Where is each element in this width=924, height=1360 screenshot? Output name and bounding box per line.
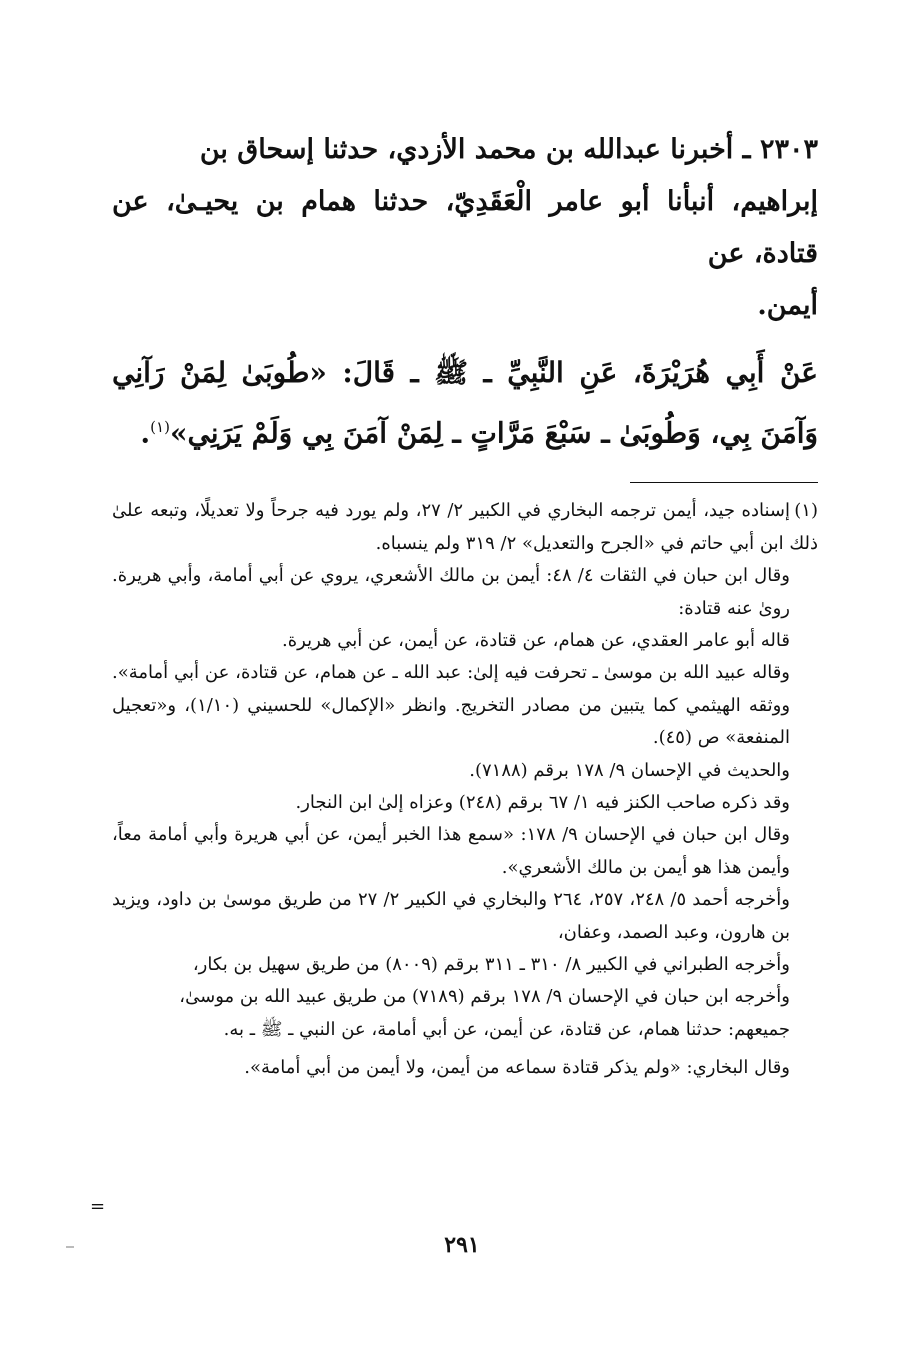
footnote-paragraph: وقاله عبيد الله بن موسىٰ ـ تحرفت فيه إلىٰ: عبد الله ـ عن همام، عن قتادة، عن أبي أمامة». ووثقه الهيثمي كما يتبين من مصادر التخريج. وانظر «الإكمال» للحسيني (١/١٠)، و«تعجيل المنفعة» ص (٤٥). <box>112 662 791 749</box>
isnad-line: ٢٣٠٣ ـ أخبرنا عبدالله بن محمد الأزدي، حدثنا إسحاق بن <box>199 134 818 165</box>
page-body <box>112 124 818 1085</box>
hadith-line: بِي، وَطُوبَىٰ ـ سَبْعَ مَرَّاتٍ ـ لِمَنْ آمَنَ بِي وَلَمْ يَرَنِي» <box>169 416 751 450</box>
isnad-line: إبراهيم، أنبأنا أبو عامر الْعَقَدِيّ، حدثنا همام بن يحيـىٰ، عن قتادة، عن <box>112 186 818 269</box>
footnote-reference[interactable]: (١) <box>150 418 170 436</box>
footnote-separator <box>630 482 818 483</box>
footnote-paragraph: (١)إسناده جيد، أيمن ترجمه البخاري في الكبير ٢/ ٢٧، ولم يورد فيه جرحاً ولا تعديلًا، وتبعه علىٰ ذلك ابن أبي حاتم في «الجرح والتعديل» ٢/ ٣١٩ ولم ينسباه. <box>112 495 818 560</box>
footnote-paragraph: وأخرجه أحمد ٥/ ٢٤٨، ٢٥٧، ٢٦٤ والبخاري في الكبير ٢/ ٢٧ من طريق موسىٰ بن داود، ويزيد بن هارون، وعبد الصمد، وعفان، <box>112 889 790 943</box>
main-text <box>112 124 818 332</box>
footnotes <box>112 495 818 1084</box>
footnote-paragraph: والحديث في الإحسان ٩/ ١٧٨ برقم (٧١٨٨). <box>469 759 790 781</box>
continuation-mark: = <box>90 1196 106 1217</box>
footnote-mark: (١) <box>794 500 818 522</box>
footnote-paragraph: قاله أبو عامر العقدي، عن همام، عن قتادة، عن أيمن، عن أبي هريرة. <box>282 629 790 651</box>
hadith-line: عَنْ أَبِي هُرَيْرَةَ، عَنِ النَّبِيِّ ـ ﷺ ـ قَالَ: «طُوبَىٰ لِمَنْ رَآنِي وَآمَنَ <box>112 356 818 450</box>
footnote-paragraph: جميعهم: حدثنا همام، عن قتادة، عن أيمن، عن أبي أمامة، عن النبي ـ ﷺ ـ به. <box>223 1018 790 1040</box>
hadith-end: . <box>140 416 151 450</box>
footnote-paragraph: وقال ابن حبان في الثقات ٤/ ٤٨: أيمن بن مالك الأشعري، يروي عن أبي أمامة، وأبي هريرة. روىٰ عنه قتادة: <box>112 565 790 619</box>
page-number: ٢٩١ <box>444 1232 480 1258</box>
footnote-paragraph: وأخرجه ابن حبان في الإحسان ٩/ ١٧٨ برقم (٧١٨٩) من طريق عبيد الله بن موسىٰ، <box>179 986 790 1008</box>
footnote-paragraph: وأخرجه الطبراني في الكبير ٨/ ٣١٠ ـ ٣١١ برقم (٨٠٠٩) من طريق سهيل بن بكار، <box>192 954 790 976</box>
hadith-text <box>112 346 818 460</box>
footnote-paragraph: وقال البخاري: «ولم يذكر قتادة سماعه من أيمن، ولا أيمن من أبي أمامة». <box>244 1057 790 1079</box>
isnad-line: أيمن. <box>757 290 818 321</box>
footnote-paragraph: وقد ذكره صاحب الكنز فيه ١/ ٦٧ برقم (٢٤٨) وعزاه إلىٰ ابن النجار. <box>295 791 790 813</box>
footnote-paragraph: وقال ابن حبان في الإحسان ٩/ ١٧٨: «سمع هذا الخبر أيمن، عن أبي هريرة وأبي أمامة معاً، وأيمن هذا هو أيمن بن مالك الأشعري». <box>112 824 790 878</box>
